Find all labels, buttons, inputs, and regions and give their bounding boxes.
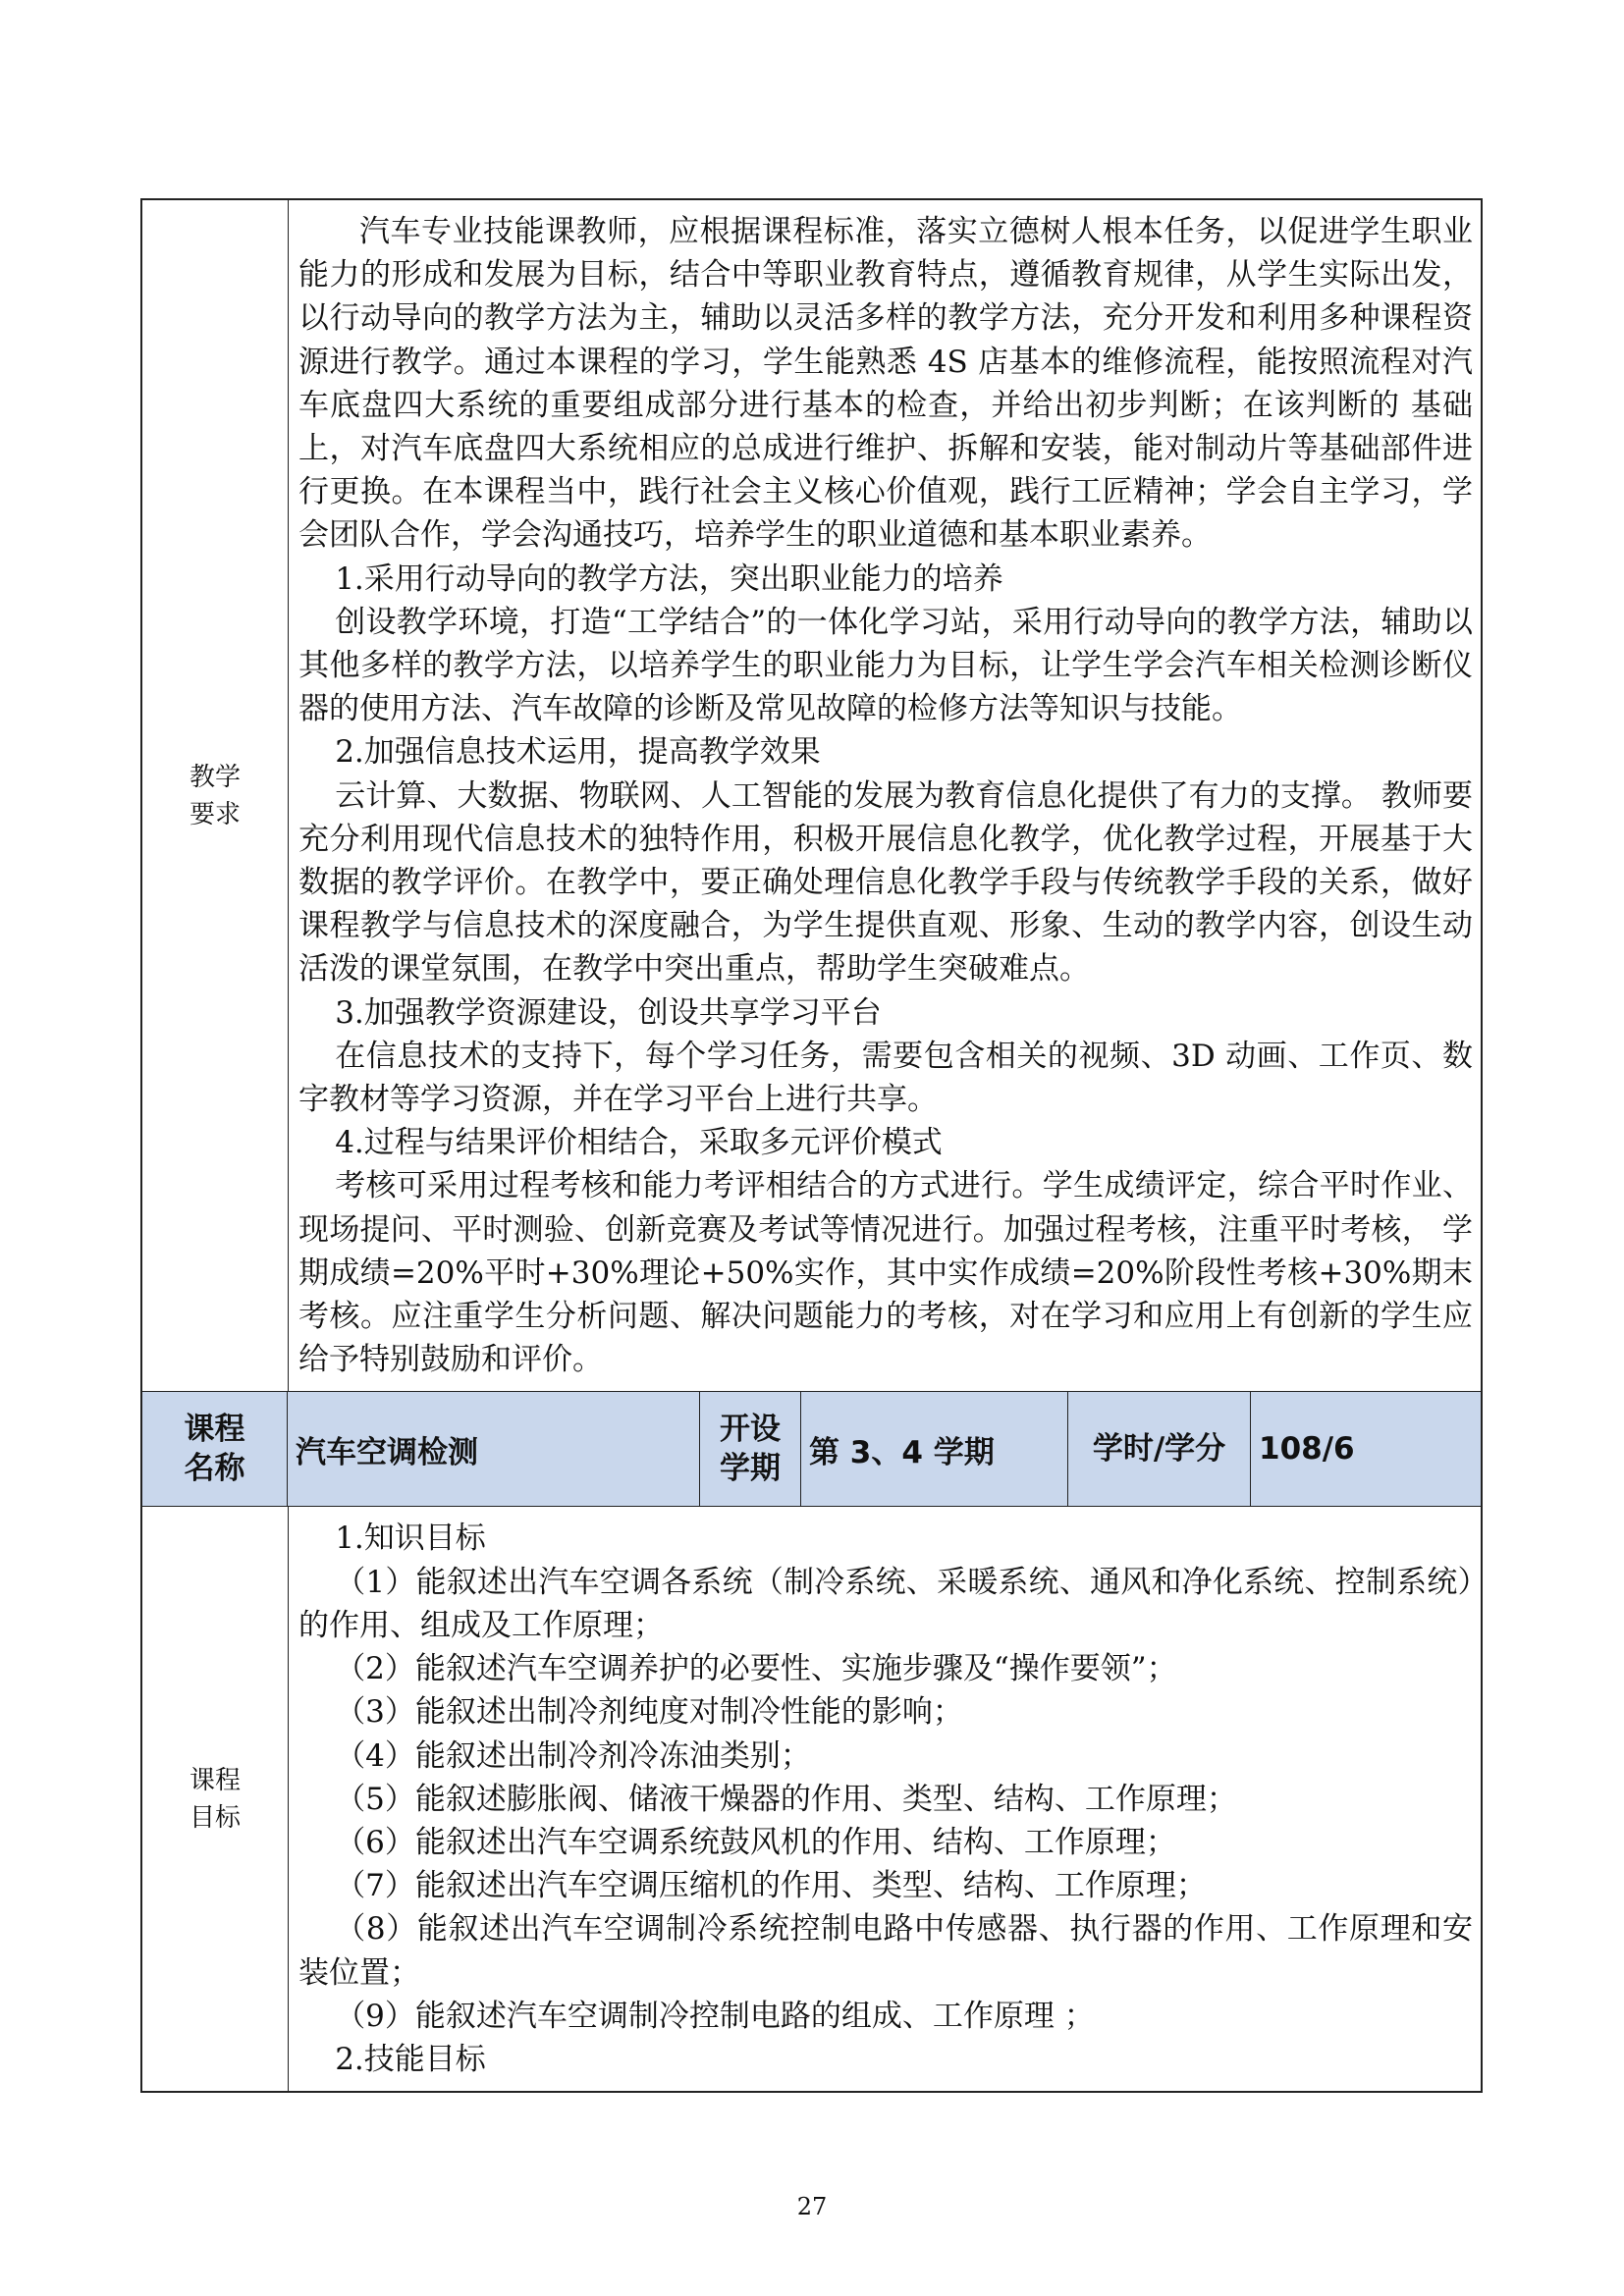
subheading: 4.过程与结果评价相结合，采取多元评价模式 bbox=[335, 1125, 943, 1161]
list-item: （7）能叙述出汽车空调压缩机的作用、类型、结构、工作原理； bbox=[335, 1868, 1207, 1904]
label-line: 目标 bbox=[189, 1802, 241, 1833]
term-value: 第 3、4 学期 bbox=[801, 1392, 1068, 1506]
label-line: 课程 bbox=[184, 1412, 245, 1448]
list-item: （6）能叙述出汽车空调系统鼓风机的作用、结构、工作原理； bbox=[335, 1824, 1176, 1860]
paragraph: 汽车专业技能课教师，应根据课程标准，落实立德树人根本任务，以促进学生职业能力的形成和发展为目标，结合中等职业教育特点，遵循教育规律，从学生实际出发，以行动导向的教学方法为主，辅助以灵活多样的教学方法，充分开发和利用多种课程资源进行教学。通过本课程的学习，学生能熟悉 4S 店基本的维修流程，能按照流程对汽车底盘四大系统的重要组成部分进行基本的检查，并给出初步判断；在该判断的 基础 上，对汽车底盘四大系统相应的总成进行维护、拆解和安装，能对制动片等基础部件进行更换。在本课程当中，践行社会主义核心价值观，践行工匠精神；学会自主学习，学会团队合作，学会沟通技巧，培养学生的职业道德和基本职业素养。 bbox=[298, 214, 1473, 554]
list-item: （1）能叙述出汽车空调各系统（制冷系统、采暖系统、通风和净化系统、控制系统）的作用、组成及工作原理； bbox=[298, 1564, 1473, 1643]
course-name-value: 汽车空调检测 bbox=[288, 1392, 700, 1506]
list-item: （5）能叙述膨胀阀、储液干燥器的作用、类型、结构、工作原理； bbox=[335, 1781, 1237, 1817]
course-name-label bbox=[142, 1392, 288, 1506]
course-objectives-label bbox=[142, 1507, 289, 2091]
paragraph: 创设教学环境，打造“工学结合”的一体化学习站，采用行动导向的教学方法，辅助以其他多样的教学方法，以培养学生的职业能力为目标，让学生学会汽车相关检测诊断仪器的使用方法、汽车故障的诊断及常见故障的检修方法等知识与技能。 bbox=[298, 604, 1473, 727]
label-line: 要求 bbox=[189, 799, 241, 829]
course-header-row bbox=[142, 1392, 1481, 1507]
hours-value: 108/6 bbox=[1259, 1431, 1355, 1468]
teaching-requirements-content bbox=[289, 200, 1481, 1391]
list-item: （4）能叙述出制冷剂冷冻油类别； bbox=[335, 1737, 811, 1774]
label-line: 开设 bbox=[720, 1412, 781, 1448]
paragraph: 在信息技术的支持下，每个学习任务，需要包含相关的视频、3D 动画、工作页、数字教材等学习资源，并在学习平台上进行共享。 bbox=[298, 1038, 1473, 1118]
course-objectives-content bbox=[289, 1507, 1481, 2091]
course-objectives-row bbox=[142, 1507, 1481, 2091]
label-line: 教学 bbox=[189, 762, 241, 792]
label-line: 名称 bbox=[184, 1451, 245, 1487]
list-item: （9）能叙述汽车空调制冷控制电路的组成、工作原理 ； bbox=[335, 1998, 1095, 2034]
course-table bbox=[140, 198, 1483, 2093]
subheading: 1.知识目标 bbox=[335, 1521, 486, 1557]
list-item: （8）能叙述出汽车空调制冷系统控制电路中传感器、执行器的作用、工作原理和安装位置； bbox=[298, 1911, 1473, 1991]
list-item: （2）能叙述汽车空调养护的必要性、实施步骤及“操作要领”； bbox=[335, 1651, 1177, 1687]
teaching-requirements-label bbox=[142, 200, 289, 1391]
subheading: 1.采用行动导向的教学方法，突出职业能力的培养 bbox=[335, 561, 1003, 597]
subheading: 2.加强信息技术运用，提高教学效果 bbox=[335, 734, 821, 771]
teaching-requirements-row bbox=[142, 200, 1481, 1392]
hours-label: 学时/学分 bbox=[1068, 1392, 1251, 1506]
paragraph: 云计算、大数据、物联网、人工智能的发展为教育信息化提供了有力的支撑。 教师要充分利用现代信息技术的独特作用，积极开展信息化教学，优化教学过程，开展基于大数据的教学评价。在教学中，要正确处理信息化教学手段与传统教学手段的关系，做好课程教学与信息技术的深度融合，为学生提供直观、形象、生动的教学内容，创设生动活泼的课堂氛围，在教学中突出重点，帮助学生突破难点。 bbox=[298, 777, 1473, 988]
paragraph: 考核可采用过程考核和能力考评相结合的方式进行。学生成绩评定，综合平时作业、现场提问、平时测验、创新竞赛及考试等情况进行。加强过程考核，注重平时考核， 学期成绩=20%平时+30%理论+50%实作，其中实作成绩=20%阶段性考核+30%期末考核。应注重学生分析问题、解决问题能力的考核，对在学习和应用上有创新的学生应给予特别鼓励和评价。 bbox=[298, 1168, 1473, 1378]
subheading: 2.技能目标 bbox=[335, 2041, 486, 2077]
page-number: 27 bbox=[796, 2193, 828, 2220]
list-item: （3）能叙述出制冷剂纯度对制冷性能的影响； bbox=[335, 1694, 963, 1731]
subheading: 3.加强教学资源建设，创设共享学习平台 bbox=[335, 994, 882, 1031]
label-line: 学期 bbox=[720, 1451, 781, 1487]
label-line: 课程 bbox=[189, 1765, 241, 1795]
term-label bbox=[700, 1392, 801, 1506]
